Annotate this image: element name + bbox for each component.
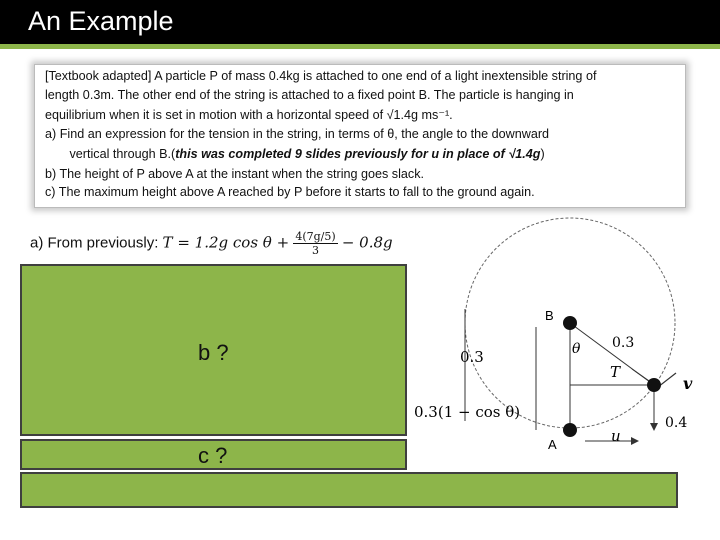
answer-a-prefix: a) From previously: <box>30 234 163 252</box>
point-a-dot <box>563 423 577 437</box>
initial-speed-arrowhead <box>631 437 639 445</box>
previous-work-note: this was completed 9 slides previously for u in place of √1.4g <box>175 147 541 161</box>
answer-c-label: c ? <box>198 443 228 468</box>
answer-a-fraction <box>293 230 337 257</box>
answer-c-cover-box[interactable] <box>20 439 407 470</box>
problem-line-4: a) Find an expression for the tension in the string, in terms of θ, the angle to the downward <box>45 127 550 141</box>
point-b-dot <box>563 316 577 330</box>
radius-label: 0.3 <box>460 348 484 366</box>
height-expression-label: 0.3(1 − cos θ) <box>414 403 521 421</box>
answer-b-label: b ? <box>198 340 229 365</box>
problem-line-3: equilibrium when it is set in motion with a horizontal speed of √1.4g ms⁻¹. <box>45 108 453 122</box>
answer-a <box>30 230 393 257</box>
note-close-paren: ) <box>540 147 545 161</box>
problem-line-1: [Textbook adapted] A particle P of mass 0.4kg is attached to one end of a light inextensible string of <box>45 69 597 83</box>
string-length-label: 0.3 <box>612 335 635 351</box>
circular-motion-diagram <box>400 205 720 470</box>
answer-final-cover-box[interactable] <box>20 472 678 508</box>
side-height-label: 0.4 <box>665 415 688 431</box>
problem-line-2: length 0.3m. The other end of the string is attached to a fixed point B. The particle is hanging in <box>45 88 574 102</box>
fraction-denominator: 3 <box>311 244 319 257</box>
slide-title: An Example <box>28 6 174 36</box>
answer-a-rhs: − 0.8g <box>341 233 393 252</box>
tension-label: T <box>610 363 621 381</box>
problem-line-5 <box>45 147 545 161</box>
point-a-label: A <box>548 437 557 452</box>
fraction-numerator: 4(7g/5) <box>295 230 336 243</box>
problem-statement-box <box>34 64 686 208</box>
title-accent-stripe <box>0 44 720 49</box>
answer-b-cover-box[interactable] <box>20 264 407 436</box>
problem-line-6: b) The height of P above A at the instant when the string goes slack. <box>45 167 424 181</box>
title-bar <box>0 0 720 44</box>
initial-speed-label: u <box>611 427 621 445</box>
velocity-label: v <box>683 374 693 393</box>
answer-a-lhs: T = 1.2g cos θ + <box>162 233 290 252</box>
problem-line-7: c) The maximum height above A reached by P before it starts to fall to the ground again. <box>45 185 535 199</box>
theta-label: θ <box>572 341 581 357</box>
point-b-label: B <box>545 308 554 323</box>
particle-p-dot <box>647 378 661 392</box>
side-height-arrowhead <box>650 423 658 431</box>
problem-line-5-text: vertical through B.( <box>45 147 176 161</box>
